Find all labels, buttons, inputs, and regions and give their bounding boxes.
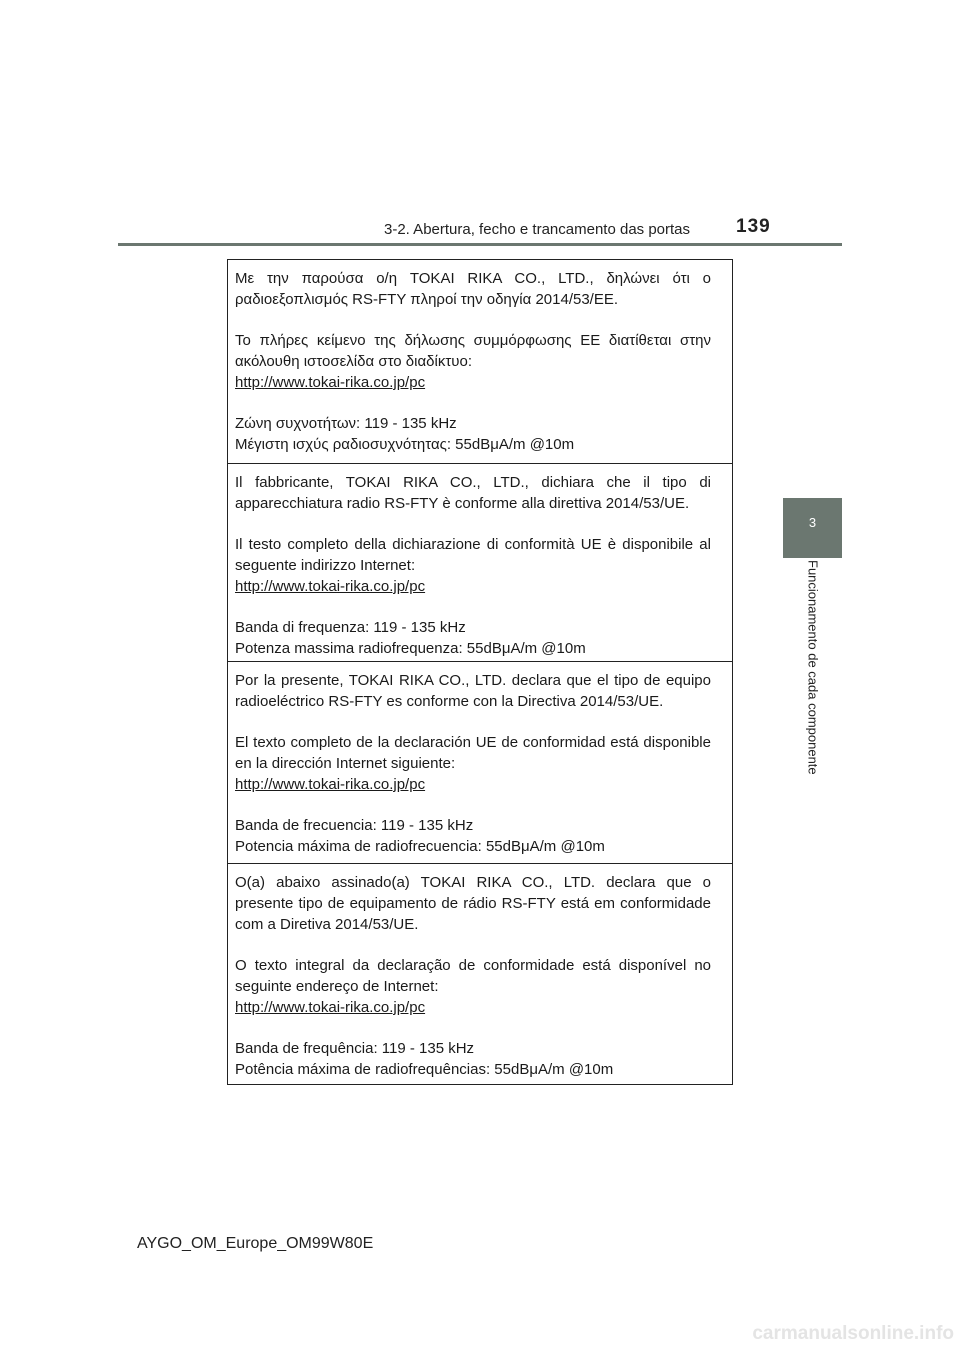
declaration-availability: Il testo completo della dichiarazione di conformità UE è disponibile al seguente indirizzo Internet: [235, 536, 711, 574]
max-power: Μέγιστη ισχύς ραδιοσυχνότητας: 55dBμA/m @10m [235, 436, 575, 453]
max-power: Potência máxima de radiofrequências: 55dBμA/m @10m [235, 1061, 614, 1078]
declaration-url-link[interactable]: http://www.tokai-rika.co.jp/pc [235, 374, 426, 391]
declaration-url-link[interactable]: http://www.tokai-rika.co.jp/pc [235, 999, 426, 1016]
declaration-statement: Por la presente, TOKAI RIKA CO., LTD. declara que el tipo de equipo radioeléctrico RS-FTY es conforme con la Directiva 2014/53/UE. [235, 672, 711, 710]
declaration-statement: Με την παρούσα ο/η TOKAI RIKA CO., LTD., δηλώνει ότι ο ραδιοεξοπλισμός RS-FTY πληροί την οδηγία 2014/53/ΕΕ. [235, 270, 711, 308]
section-heading: 3-2. Abertura, fecho e trancamento das portas [384, 221, 691, 238]
declaration-table [227, 259, 733, 1085]
declaration-availability: O texto integral da declaração de conformidade está disponível no seguinte endereço de Internet: [235, 957, 711, 995]
max-power: Potencia máxima de radiofrecuencia: 55dBμA/m @10m [235, 838, 605, 855]
frequency-band: Banda de frequência: 119 - 135 kHz [235, 1040, 475, 1057]
declaration-statement: O(a) abaixo assinado(a) TOKAI RIKA CO., LTD. declara que o presente tipo de equipamento de rádio RS-FTY está em conformidade com a Diretiva 2014/53/UE. [235, 874, 711, 933]
max-power: Potenza massima radiofrequenza: 55dBμA/m @10m [235, 640, 586, 657]
frequency-band: Ζώνη συχνοτήτων: 119 - 135 kHz [235, 415, 457, 432]
watermark-text: carmanualsonline.info [752, 1323, 954, 1344]
page-number: 139 [736, 216, 771, 237]
declaration-availability: El texto completo de la declaración UE de conformidad está disponible en la dirección Internet siguiente: [235, 734, 711, 772]
frequency-band: Banda di frequenza: 119 - 135 kHz [235, 619, 466, 636]
declaration-url-link[interactable]: http://www.tokai-rika.co.jp/pc [235, 776, 426, 793]
frequency-band: Banda de frecuencia: 119 - 135 kHz [235, 817, 474, 834]
declaration-greek [228, 260, 732, 463]
declaration-availability: Το πλήρες κείμενο της δήλωσης συμμόρφωσης ΕΕ διατίθεται στην ακόλουθη ιστοσελίδα στο διαδίκτυο: [235, 332, 711, 370]
declaration-spanish [228, 661, 732, 863]
declaration-portuguese [228, 863, 732, 1084]
chapter-title [783, 560, 825, 810]
chapter-title-text: Funcionamento de cada componente [805, 560, 821, 775]
header-divider [118, 243, 842, 246]
document-code: AYGO_OM_Europe_OM99W80E [137, 1235, 374, 1252]
declaration-italian [228, 463, 732, 661]
chapter-number: 3 [808, 515, 817, 530]
declaration-url-link[interactable]: http://www.tokai-rika.co.jp/pc [235, 578, 426, 595]
declaration-statement: Il fabbricante, TOKAI RIKA CO., LTD., dichiara che il tipo di apparecchiatura radio RS-FTY è conforme alla direttiva 2014/53/UE. [235, 474, 711, 512]
chapter-tab [783, 498, 842, 558]
